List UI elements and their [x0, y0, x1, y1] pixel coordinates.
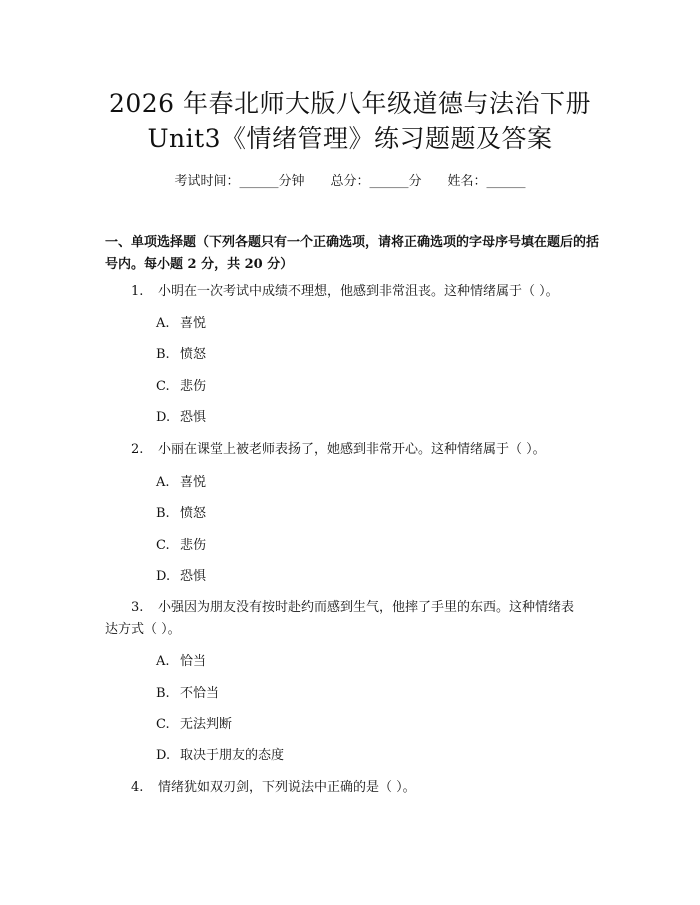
option-letter: A. — [156, 316, 170, 331]
option-letter: C. — [156, 538, 170, 553]
question-1-option-c — [156, 377, 206, 397]
option-letter: B. — [156, 686, 170, 701]
question-stem-line2: 达方式（ ）。 — [105, 622, 181, 637]
question-number: 1. — [131, 284, 144, 299]
document-title-line2: Unit3《情绪管理》练习题题及答案 — [147, 124, 553, 153]
question-stem: 小明在一次考试中成绩不理想，他感到非常沮丧。这种情绪属于（ ）。 — [158, 284, 559, 299]
option-text: 愤怒 — [180, 347, 207, 362]
document-title-line1: 2026 年春北师大版八年级道德与法治下册 — [108, 89, 592, 118]
option-text: 喜悦 — [180, 316, 207, 331]
question-2-option-c — [156, 536, 206, 556]
option-letter: C. — [156, 717, 170, 732]
exam-meta-line — [0, 170, 700, 189]
option-letter: C. — [156, 379, 170, 394]
option-letter: A. — [156, 475, 170, 490]
question-3-option-c — [156, 715, 232, 735]
question-1-option-b — [156, 345, 206, 365]
question-1-option-d — [156, 408, 206, 428]
option-letter: D. — [156, 410, 171, 425]
option-text: 恐惧 — [180, 569, 207, 584]
option-letter: D. — [156, 748, 171, 763]
question-number: 4. — [131, 780, 144, 795]
option-text: 无法判断 — [180, 717, 233, 732]
question-2-option-d — [156, 567, 206, 587]
question-stem-line1: 小强因为朋友没有按时赴约而感到生气，他摔了手里的东西。这种情绪表 — [158, 600, 575, 615]
option-text: 不恰当 — [180, 686, 220, 701]
question-number: 3. — [131, 600, 144, 615]
exam-time-field: 考试时间：______分钟 — [174, 174, 305, 189]
question-2-option-a — [156, 473, 206, 493]
section-heading-single-choice: 一、单项选择题（下列各题只有一个正确选项，请将正确选项的字母序号填在题后的括号内。每小题 2 分，共 20 分） — [105, 235, 600, 272]
student-name-field: 姓名：______ — [447, 174, 526, 189]
question-3-option-d — [156, 746, 284, 766]
question-3-option-a — [156, 652, 206, 672]
option-text: 恰当 — [180, 654, 207, 669]
option-text: 悲伤 — [180, 538, 207, 553]
option-text: 恐惧 — [180, 410, 207, 425]
question-3-option-b — [156, 684, 219, 704]
option-text: 悲伤 — [180, 379, 207, 394]
option-letter: B. — [156, 347, 170, 362]
option-letter: D. — [156, 569, 171, 584]
question-number: 2. — [131, 442, 144, 457]
option-text: 喜悦 — [180, 475, 207, 490]
option-letter: A. — [156, 654, 170, 669]
total-score-field: 总分：______分 — [330, 174, 422, 189]
option-text: 取决于朋友的态度 — [180, 748, 285, 763]
option-letter: B. — [156, 506, 170, 521]
question-stem: 小丽在课堂上被老师表扬了，她感到非常开心。这种情绪属于（ ）。 — [158, 442, 546, 457]
question-1-option-a — [156, 314, 206, 334]
question-2-option-b — [156, 504, 206, 524]
question-stem: 情绪犹如双刃剑，下列说法中正确的是（ ）。 — [158, 780, 416, 795]
option-text: 愤怒 — [180, 506, 207, 521]
